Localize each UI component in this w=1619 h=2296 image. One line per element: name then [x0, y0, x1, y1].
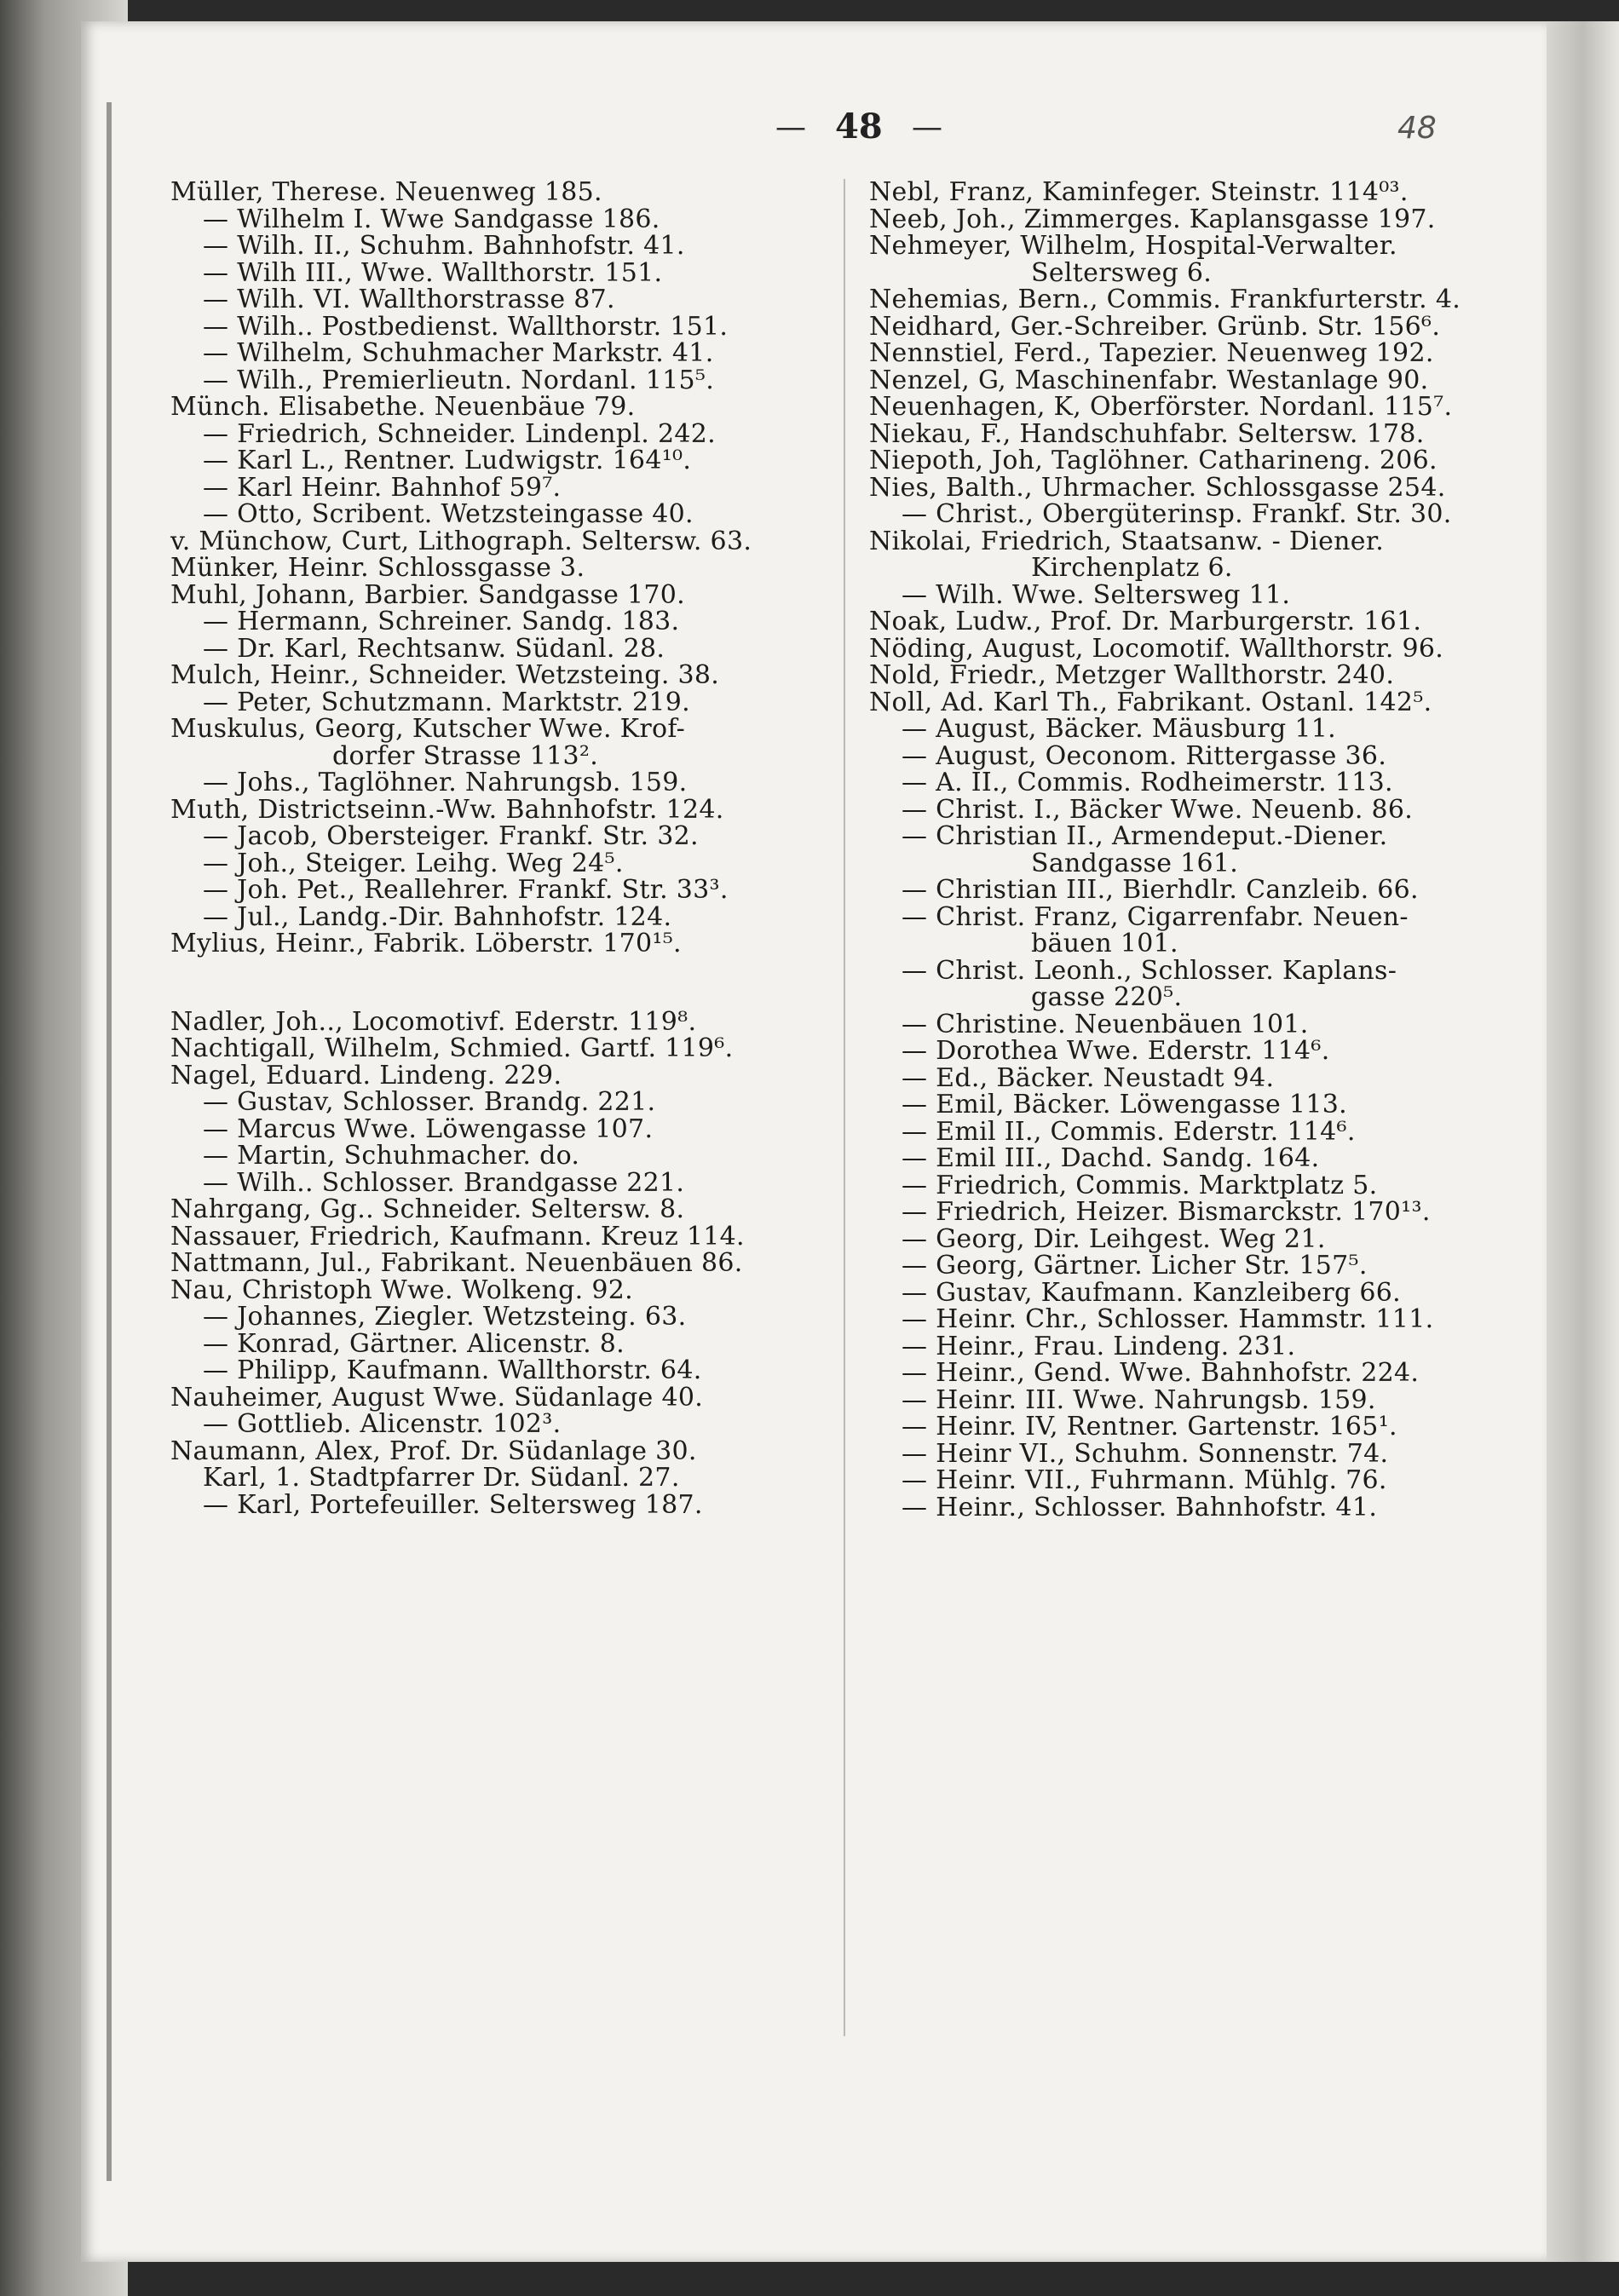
directory-entry: — Wilh.. Schlosser. Brandgasse 221.: [203, 1167, 685, 1198]
directory-entry: Noak, Ludw., Prof. Dr. Marburgerstr. 161.: [869, 607, 1422, 636]
directory-entry: — Hermann, Schreiner. Sandg. 183.: [203, 607, 680, 636]
directory-entry: Müller, Therese. Neuenweg 185.: [170, 177, 602, 207]
directory-entry: Nadler, Joh.., Locomotivf. Ederstr. 119⁸.: [170, 1006, 697, 1037]
directory-entry: Nachtigall, Wilhelm, Schmied. Gartf. 119⁶.: [170, 1033, 734, 1063]
directory-entry: Nehemias, Bern., Commis. Frankfurterstr. 4.: [869, 285, 1461, 314]
directory-entry: — Joh. Pet., Reallehrer. Frankf. Str. 33³.: [203, 875, 729, 905]
directory-entry: Nagel, Eduard. Lindeng. 229.: [170, 1060, 562, 1090]
directory-entry: Nehmeyer, Wilhelm, Hospital-Verwalter.: [869, 231, 1397, 261]
directory-entry: Neidhard, Ger.-Schreiber. Grünb. Str. 156⁶.: [869, 311, 1441, 342]
left-block-n-entries: [170, 1006, 835, 1520]
directory-entry: — Ed., Bäcker. Neustadt 94.: [902, 1062, 1275, 1093]
directory-entry: — Gustav, Schlosser. Brandg. 221.: [203, 1087, 656, 1117]
directory-entry: — Heinr. IV, Rentner. Gartenstr. 165¹.: [902, 1412, 1397, 1441]
directory-entry: Nold, Friedr., Metzger Wallthorstr. 240.: [869, 660, 1395, 690]
right-column: [869, 179, 1500, 1521]
directory-entry: — Dorothea Wwe. Ederstr. 114⁶.: [902, 1036, 1330, 1066]
header-dash-right: —: [912, 110, 942, 145]
directory-entry: — Gustav, Kaufmann. Kanzleiberg 66.: [902, 1277, 1402, 1308]
right-block-entries: [869, 179, 1500, 1521]
directory-entry: — Heinr., Gend. Wwe. Bahnhofstr. 224.: [902, 1358, 1420, 1388]
directory-entry: — Heinr. VII., Fuhrmann. Mühlg. 76.: [902, 1465, 1387, 1495]
directory-entry: — Jacob, Obersteiger. Frankf. Str. 32.: [203, 821, 699, 851]
directory-entry: — Emil II., Commis. Ederstr. 114⁶.: [902, 1116, 1356, 1147]
directory-entry: — Karl L., Rentner. Ludwigstr. 164¹⁰.: [203, 446, 692, 475]
directory-entry: Karl, 1. Stadtpfarrer Dr. Südanl. 27.: [203, 1463, 680, 1493]
directory-entry: — Marcus Wwe. Löwengasse 107.: [203, 1113, 654, 1144]
directory-entry: — August, Bäcker. Mäusburg 11.: [902, 714, 1336, 744]
directory-entry: Nassauer, Friedrich, Kaufmann. Kreuz 114.: [170, 1221, 745, 1252]
directory-entry: — Heinr., Schlosser. Bahnhofstr. 41.: [902, 1492, 1378, 1522]
directory-entry: — August, Oeconom. Rittergasse 36.: [902, 740, 1387, 771]
handwritten-page-number: 48: [1397, 111, 1437, 146]
directory-entry: — A. II., Commis. Rodheimerstr. 113.: [902, 768, 1393, 797]
directory-entry: Muhl, Johann, Barbier. Sandgasse 170.: [170, 579, 686, 610]
header-dash-left: —: [775, 110, 806, 145]
directory-entry-continuation: bäuen 101.: [1031, 929, 1178, 958]
directory-entry: Mulch, Heinr., Schneider. Wetzsteing. 38.: [170, 660, 720, 690]
directory-entry: Nöding, August, Locomotif. Wallthorstr. 96.: [869, 633, 1444, 664]
directory-entry: — Otto, Scribent. Wetzsteingasse 40.: [203, 499, 694, 529]
directory-entry-continuation: Kirchenplatz 6.: [1031, 553, 1233, 583]
directory-entry: — Wilh. Wwe. Seltersweg 11.: [902, 579, 1291, 610]
directory-entry: — Emil, Bäcker. Löwengasse 113.: [902, 1090, 1347, 1119]
page-edge: [1547, 21, 1619, 2262]
directory-entry-continuation: Sandgasse 161.: [1031, 848, 1239, 878]
directory-entry: — Wilh.. Postbedienst. Wallthorstr. 151.: [203, 311, 729, 342]
directory-entry: — Christ. Leonh., Schlosser. Kaplans-: [902, 955, 1397, 986]
directory-entry: — Karl, Portefeuiller. Seltersweg 187.: [203, 1489, 703, 1520]
directory-entry: Muth, Districtseinn.-Ww. Bahnhofstr. 124.: [170, 794, 724, 825]
left-block-m-entries: [170, 179, 835, 958]
directory-entry: — Konrad, Gärtner. Alicenstr. 8.: [203, 1328, 625, 1359]
directory-entry: — Heinr., Frau. Lindeng. 231.: [902, 1331, 1296, 1361]
directory-entry: Münker, Heinr. Schlossgasse 3.: [170, 553, 585, 583]
directory-entry: Muskulus, Georg, Kutscher Wwe. Krof-: [170, 714, 686, 744]
directory-entry: — Friedrich, Schneider. Lindenpl. 242.: [203, 418, 716, 449]
directory-entry: Nies, Balth., Uhrmacher. Schlossgasse 254.: [869, 472, 1446, 503]
section-gap: [170, 958, 835, 1009]
directory-entry: — Heinr. III. Wwe. Nahrungsb. 159.: [902, 1384, 1376, 1415]
directory-entry: Mylius, Heinr., Fabrik. Löberstr. 170¹⁵.: [170, 929, 682, 958]
directory-entry: — Wilh., Premierlieutn. Nordanl. 115⁵.: [203, 365, 715, 395]
page-number: 48: [835, 106, 883, 147]
directory-entry: — Georg, Dir. Leihgest. Weg 21.: [902, 1223, 1326, 1254]
directory-entry: — Wilh III., Wwe. Wallthorstr. 151.: [203, 257, 663, 288]
directory-entry: Nenzel, G, Maschinenfabr. Westanlage 90.: [869, 365, 1429, 395]
directory-entry: Nattmann, Jul., Fabrikant. Neuenbäuen 86.: [170, 1248, 743, 1278]
directory-entry: — Christian II., Armendeput.-Diener.: [902, 821, 1388, 851]
column-divider: [844, 179, 845, 2036]
directory-entry: — Dr. Karl, Rechtsanw. Südanl. 28.: [203, 633, 665, 664]
directory-entry: — Christ., Obergüterinsp. Frankf. Str. 30.: [902, 499, 1452, 529]
directory-entry: — Gottlieb. Alicenstr. 102³.: [203, 1409, 562, 1439]
directory-entry: Nau, Christoph Wwe. Wolkeng. 92.: [170, 1275, 633, 1305]
directory-entry: — Christine. Neuenbäuen 101.: [902, 1009, 1309, 1039]
directory-entry: — Heinr VI., Schuhm. Sonnenstr. 74.: [902, 1438, 1389, 1469]
directory-entry: — Johs., Taglöhner. Nahrungsb. 159.: [203, 768, 688, 797]
directory-entry: — Wilhelm I. Wwe Sandgasse 186.: [203, 204, 660, 234]
directory-entry: — Jul., Landg.-Dir. Bahnhofstr. 124.: [203, 901, 672, 932]
directory-entry: — Johannes, Ziegler. Wetzsteing. 63.: [203, 1302, 687, 1332]
directory-entry: — Peter, Schutzmann. Marktstr. 219.: [203, 687, 691, 717]
directory-entry: — Joh., Steiger. Leihg. Weg 24⁵.: [203, 848, 624, 878]
directory-entry-continuation: Seltersweg 6.: [1031, 257, 1213, 288]
directory-entry: — Wilh. VI. Wallthorstrasse 87.: [203, 285, 615, 314]
directory-entry: — Christian III., Bierhdlr. Canzleib. 66.: [902, 875, 1419, 905]
directory-entry: Münch. Elisabethe. Neuenbäue 79.: [170, 392, 636, 422]
directory-entry: — Christ. I., Bäcker Wwe. Neuenb. 86.: [902, 794, 1414, 825]
directory-entry: — Friedrich, Heizer. Bismarckstr. 170¹³.: [902, 1197, 1431, 1227]
directory-entry: Neeb, Joh., Zimmerges. Kaplansgasse 197.: [869, 204, 1436, 234]
left-column: [170, 179, 835, 1518]
directory-entry: Neuenhagen, K, Oberförster. Nordanl. 115⁷.: [869, 392, 1453, 422]
directory-entry: Nahrgang, Gg.. Schneider. Seltersw. 8.: [170, 1194, 685, 1224]
directory-entry: v. Münchow, Curt, Lithograph. Seltersw. 63.: [170, 526, 752, 556]
directory-entry: — Wilhelm, Schuhmacher Markstr. 41.: [203, 338, 714, 368]
directory-entry: Niekau, F., Handschuhfabr. Seltersw. 178.: [869, 418, 1425, 449]
directory-entry: Nennstiel, Ferd., Tapezier. Neuenweg 192.: [869, 338, 1434, 368]
directory-entry: — Philipp, Kaufmann. Wallthorstr. 64.: [203, 1355, 702, 1385]
directory-entry: — Wilh. II., Schuhm. Bahnhofstr. 41.: [203, 231, 685, 261]
directory-entry: — Heinr. Chr., Schlosser. Hammstr. 111.: [902, 1304, 1434, 1334]
directory-entry-continuation: dorfer Strasse 113².: [332, 740, 599, 771]
directory-entry: — Emil III., Dachd. Sandg. 164.: [902, 1143, 1320, 1173]
directory-entry: — Martin, Schuhmacher. do.: [203, 1141, 580, 1171]
directory-entry: — Christ. Franz, Cigarrenfabr. Neuen-: [902, 901, 1409, 932]
binding-shadow: [107, 102, 112, 2181]
directory-entry: Nauheimer, August Wwe. Südanlage 40.: [170, 1382, 704, 1413]
directory-entry: — Friedrich, Commis. Marktplatz 5.: [902, 1170, 1378, 1200]
directory-entry-continuation: gasse 220⁵.: [1031, 982, 1183, 1012]
directory-entry: — Georg, Gärtner. Licher Str. 157⁵.: [902, 1251, 1368, 1280]
directory-entry: Niepoth, Joh, Taglöhner. Catharineng. 206.: [869, 446, 1438, 475]
directory-entry: Nebl, Franz, Kaminfeger. Steinstr. 114⁰³.: [869, 177, 1409, 207]
directory-entry: Nikolai, Friedrich, Staatsanw. - Diener.: [869, 526, 1385, 556]
directory-entry: — Karl Heinr. Bahnhof 59⁷.: [203, 472, 562, 503]
directory-entry: Naumann, Alex, Prof. Dr. Südanlage 30.: [170, 1436, 697, 1466]
directory-entry: Noll, Ad. Karl Th., Fabrikant. Ostanl. 142⁵.: [869, 687, 1432, 717]
